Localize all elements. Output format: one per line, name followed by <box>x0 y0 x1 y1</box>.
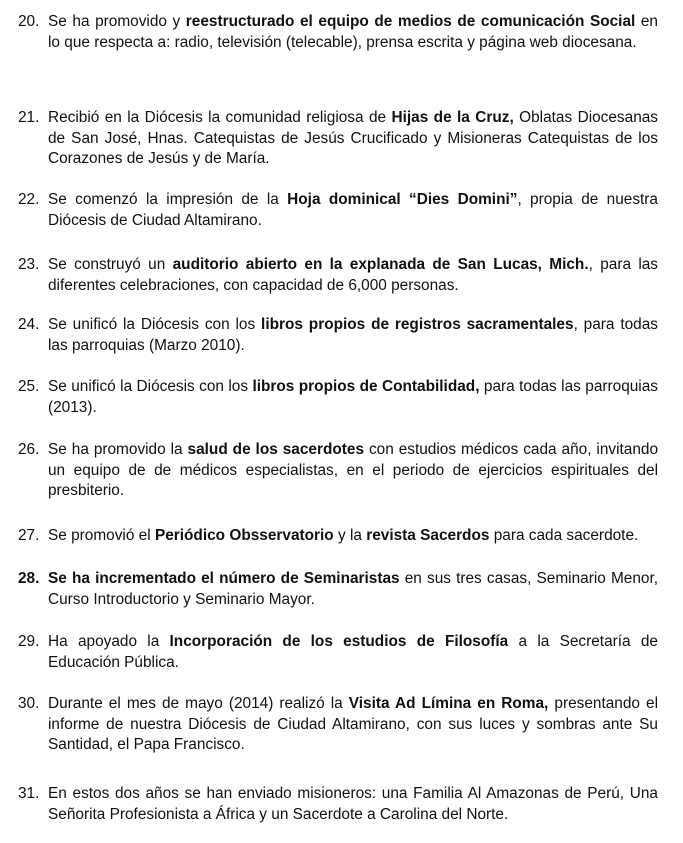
item-text-segment: con estudios médicos cada año, invitando un equipo de de médicos especialistas, en el periodo de ejercicios espirituales del presbiterio. <box>48 441 659 500</box>
list-item-27 <box>18 526 658 547</box>
item-text <box>48 440 658 502</box>
item-text-segment: En estos dos años se han enviado misioneros: una Familia Al Amazonas de Perú, Una Señorita Profesionista a África y un Sacerdote a Carolina del Norte. <box>48 785 658 823</box>
item-number: 27. <box>18 527 40 544</box>
item-text-segment: Se construyó un <box>48 256 173 273</box>
item-highlight: auditorio abierto en la explanada de San Lucas, Mich. <box>172 256 589 273</box>
item-text-segment: Recibió en la Diócesis la comunidad religiosa de <box>48 109 392 126</box>
item-text-segment: en lo que respecta a: radio, televisión (telecable), prensa escrita y página web diocesana. <box>48 13 658 51</box>
item-number: 21. <box>18 109 40 126</box>
item-text <box>48 315 658 356</box>
item-text <box>48 694 658 756</box>
item-number: 20. <box>18 13 40 30</box>
item-highlight: Hoja dominical “Dies Domini” <box>287 191 518 208</box>
item-text-segment: Se comenzó la impresión de la <box>48 191 288 208</box>
item-text-segment: , para todas las parroquias (Marzo 2010). <box>48 316 658 354</box>
list-item-26 <box>18 440 658 502</box>
item-text <box>48 377 658 418</box>
item-text-segment: presentando el informe de nuestra Diócesis de Ciudad Altamirano, con sus luces y sombras ante Su Santidad, el Papa Francisco. <box>48 695 659 754</box>
item-highlight: libros propios de registros sacramentales <box>261 316 574 333</box>
item-number: 26. <box>18 441 40 458</box>
item-text-segment: para cada sacerdote. <box>489 527 639 544</box>
item-text <box>48 12 658 53</box>
item-text <box>48 784 658 825</box>
list-item-24 <box>18 315 658 356</box>
item-text-segment: a la Secretaría de Educación Pública. <box>48 633 658 671</box>
item-text-segment: Se promovió el <box>48 527 155 544</box>
item-highlight: revista Sacerdos <box>366 527 490 544</box>
item-number: 31. <box>18 785 40 802</box>
item-text <box>48 526 658 547</box>
item-number: 23. <box>18 256 40 273</box>
item-text-segment: , para las diferentes celebraciones, con capacidad de 6,000 personas. <box>48 256 659 294</box>
list-item-30 <box>18 694 658 756</box>
list-item-22 <box>18 190 658 231</box>
list-item-28 <box>18 569 658 610</box>
list-item-25 <box>18 377 658 418</box>
item-number: 29. <box>18 633 40 650</box>
item-text-segment: Se ha promovido la <box>48 441 188 458</box>
list-item-29 <box>18 632 658 673</box>
item-highlight: Visita Ad Límina en Roma, <box>348 695 549 712</box>
item-text-segment: y la <box>333 527 367 544</box>
item-text <box>48 255 658 296</box>
item-text-segment: Ha apoyado la <box>48 633 170 650</box>
list-item-23 <box>18 255 658 296</box>
item-text <box>48 108 658 170</box>
item-text-segment: para todas las parroquias (2013). <box>48 378 658 416</box>
item-highlight: Periódico Obsservatorio <box>154 527 334 544</box>
item-highlight: Hijas de la Cruz, <box>391 109 514 126</box>
item-text-segment: Se ha promovido y <box>48 13 186 30</box>
item-number: 28. <box>18 570 40 587</box>
item-highlight: libros propios de Contabilidad, <box>252 378 480 395</box>
item-highlight: reestructurado el equipo de medios de comunicación Social <box>185 13 636 30</box>
item-highlight: Incorporación de los estudios de Filosofía <box>169 633 509 650</box>
item-text <box>48 190 658 231</box>
item-highlight: salud de los sacerdotes <box>187 441 365 458</box>
item-text-segment: Oblatas Diocesanas de San José, Hnas. Catequistas de Jesús Crucificado y Misioneras Catequistas de los Corazones de Jesús y de María. <box>48 109 659 168</box>
item-number: 25. <box>18 378 40 395</box>
item-text-segment: Se unificó la Diócesis con los <box>48 316 262 333</box>
item-text-segment: Durante el mes de mayo (2014) realizó la <box>48 695 349 712</box>
item-text-segment: , propia de nuestra Diócesis de Ciudad Altamirano. <box>48 191 658 229</box>
list-item-21 <box>18 108 658 170</box>
item-text <box>48 632 658 673</box>
list-item-31 <box>18 784 658 825</box>
item-text-segment: en sus tres casas, Seminario Menor, Curso Introductorio y Seminario Mayor. <box>48 570 658 608</box>
item-text <box>48 569 658 610</box>
list-item-20 <box>18 12 658 53</box>
item-number: 30. <box>18 695 40 712</box>
item-text-segment: Se unificó la Diócesis con los <box>48 378 253 395</box>
item-highlight: Se ha incrementado el número de Seminaristas <box>48 570 400 587</box>
item-number: 24. <box>18 316 40 333</box>
item-number: 22. <box>18 191 40 208</box>
